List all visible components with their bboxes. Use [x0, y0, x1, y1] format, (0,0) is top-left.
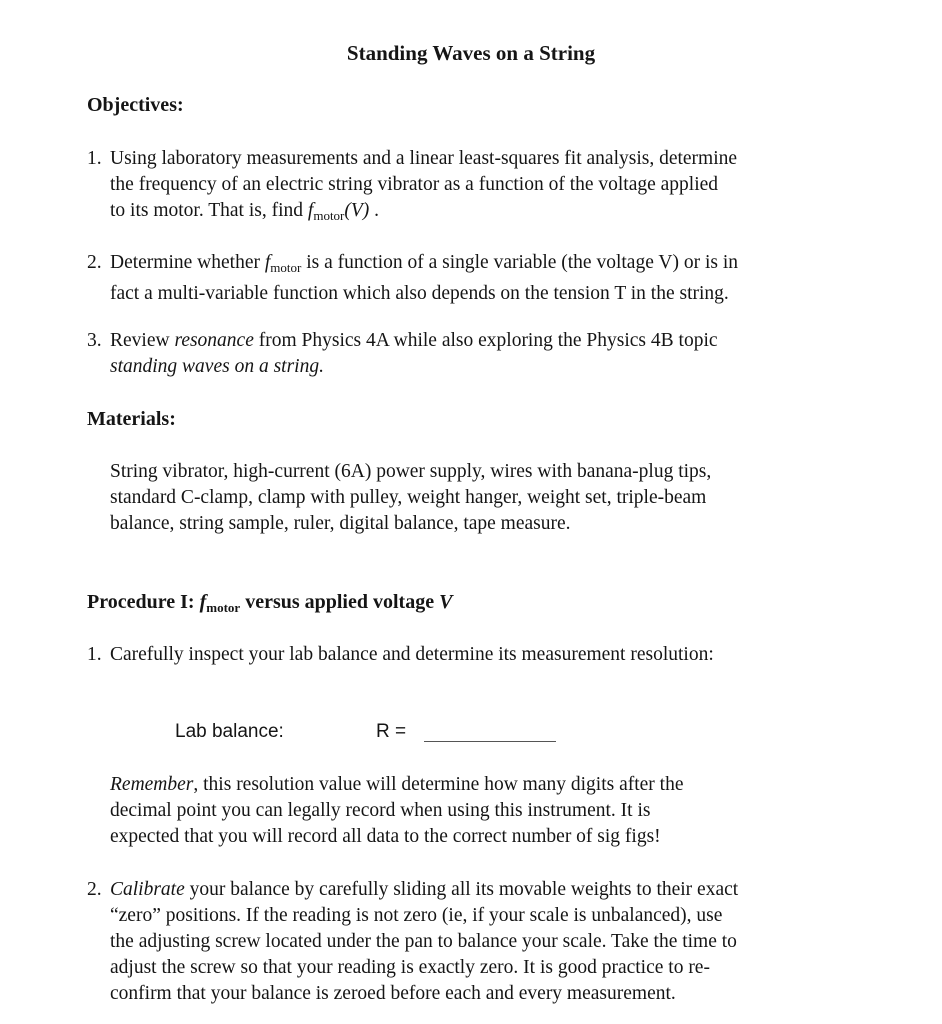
item-number: 3.	[87, 330, 102, 351]
procedure-heading: Procedure I: $f_{motor}$ versus applied voltage V	[87, 591, 453, 615]
item-text	[110, 642, 870, 668]
item-text	[110, 877, 870, 1007]
page-title: Standing Waves on a String	[346, 41, 596, 65]
text-line: confirm that your balance is zeroed before each and every measurement.	[110, 983, 676, 1004]
f-symbol: f	[307, 200, 314, 221]
text-line: fact a multi-variable function which also depends on the tension T in the string.	[110, 283, 729, 304]
subscript: motor	[270, 260, 302, 275]
item-number: 1.	[87, 148, 102, 169]
materials-heading: Materials:	[87, 408, 176, 430]
materials-list	[110, 459, 870, 537]
text-line: Review resonance from Physics 4A while also exploring the Physics 4B topic	[110, 330, 718, 351]
resolution-blank-field[interactable]	[424, 741, 556, 742]
resolution-label: R =	[376, 721, 407, 742]
text-line: adjust the screw so that your reading is exactly zero. It is good practice to re-	[110, 957, 710, 978]
remember-note	[110, 772, 870, 850]
f-symbol: f	[264, 252, 271, 273]
text-line: Using laboratory measurements and a linear least-squares fit analysis, determine	[110, 148, 738, 169]
text-line: decimal point you can legally record when using this instrument. It is	[110, 800, 651, 821]
text-line: Remember, this resolution value will determine how many digits after the	[110, 774, 684, 795]
text-line: the adjusting screw located under the pan to balance your scale. Take the time to	[110, 931, 737, 952]
item-text	[110, 250, 870, 307]
text-line: Determine whether $f_{motor}$ is a function of a single variable (the voltage V) or is in	[110, 252, 738, 275]
text-line: Carefully inspect your lab balance and determine its measurement resolution:	[110, 644, 714, 665]
text-line: to its motor. That is, find $f_{motor}(V)$ .	[110, 200, 380, 223]
text-line: the frequency of an electric string vibrator as a function of the voltage applied	[110, 174, 719, 195]
item-number: 1.	[87, 644, 102, 665]
subscript: motor	[206, 600, 241, 615]
text-line: standard C-clamp, clamp with pulley, weight hanger, weight set, triple-beam	[110, 487, 707, 508]
text-line: balance, string sample, ruler, digital balance, tape measure.	[110, 513, 571, 534]
lab-balance-label: Lab balance:	[175, 721, 284, 742]
item-number: 2.	[87, 879, 102, 900]
text-line: Calibrate your balance by carefully sliding all its movable weights to their exact	[110, 879, 739, 900]
item-text	[110, 328, 870, 380]
text-line: expected that you will record all data to the correct number of sig figs!	[110, 826, 661, 847]
subscript: motor	[313, 208, 345, 223]
text-line: standing waves on a string.	[110, 356, 324, 377]
f-symbol: f	[199, 591, 207, 613]
objectives-heading: Objectives:	[87, 94, 184, 116]
text-line: “zero” positions. If the reading is not zero (ie, if your scale is unbalanced), use	[110, 905, 723, 926]
text-line: String vibrator, high-current (6A) power supply, wires with banana-plug tips,	[110, 461, 712, 482]
item-number: 2.	[87, 252, 102, 273]
item-text	[110, 146, 870, 229]
